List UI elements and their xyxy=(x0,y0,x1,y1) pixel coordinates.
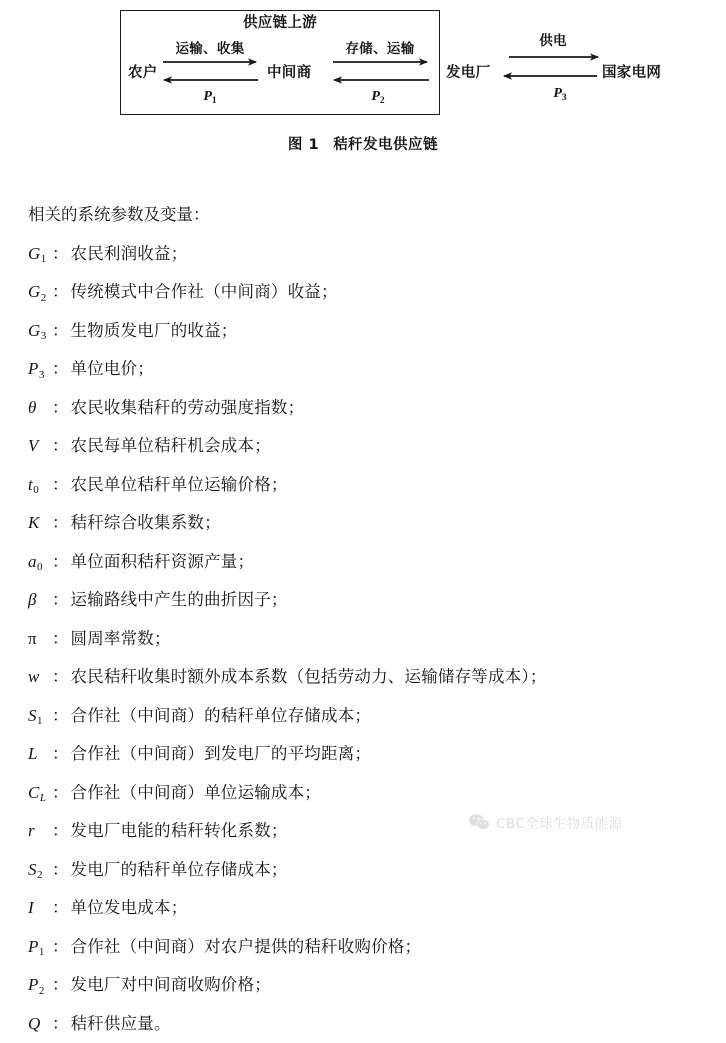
parameter-colon: ： xyxy=(52,504,69,543)
figure-caption-text: 秸秆发电供应链 xyxy=(333,137,438,153)
parameter-symbol: π xyxy=(28,620,52,659)
parameter-description: 合作社（中间商）的秸秆单位存储成本； xyxy=(71,697,372,736)
parameter-description: 农民秸秆收集时额外成本系数（包括劳动力、运输储存等成本）； xyxy=(71,658,547,697)
parameter-symbol: $P_3$ xyxy=(28,350,52,391)
parameter-row xyxy=(28,697,708,736)
parameter-colon: ： xyxy=(52,851,69,890)
parameter-row xyxy=(28,966,708,1005)
parameter-symbol-subscript: L xyxy=(40,792,46,804)
parameter-symbol-subscript: 3 xyxy=(39,369,45,381)
wechat-icon xyxy=(468,813,490,832)
parameter-symbol: θ xyxy=(28,389,52,428)
parameter-colon: ： xyxy=(52,427,69,466)
parameter-symbol: β xyxy=(28,581,52,620)
parameter-colon: ： xyxy=(52,658,69,697)
parameter-row xyxy=(28,427,708,466)
parameter-row xyxy=(28,504,708,543)
parameter-description: 合作社（中间商）到发电厂的平均距离； xyxy=(71,735,372,774)
price-subscript-p1: 1 xyxy=(212,96,217,106)
parameter-description: 单位电价； xyxy=(71,350,155,389)
parameter-description: 运输路线中产生的曲折因子； xyxy=(71,581,288,620)
parameter-colon: ： xyxy=(52,812,69,851)
parameter-symbol: I xyxy=(28,889,52,928)
parameter-symbol-subscript: 1 xyxy=(39,946,45,958)
parameter-row xyxy=(28,928,708,967)
parameter-symbol-subscript: 3 xyxy=(41,330,47,342)
parameter-description: 发电厂的秸秆单位存储成本； xyxy=(71,851,288,890)
parameter-symbol: $G_1$ xyxy=(28,235,52,276)
price-symbol-p3: P xyxy=(553,86,562,101)
price-symbol-p2: P xyxy=(371,89,380,104)
parameter-colon: ： xyxy=(52,774,69,813)
parameter-list xyxy=(28,196,708,1043)
figure-arrows xyxy=(0,0,726,125)
parameter-description: 圆周率常数； xyxy=(71,620,171,659)
figure-caption xyxy=(0,134,726,156)
node-broker: 中间商 xyxy=(267,64,311,82)
parameter-colon: ： xyxy=(52,735,69,774)
parameter-symbol-subscript: 0 xyxy=(37,561,43,573)
price-subscript-p2: 2 xyxy=(380,96,385,106)
parameter-symbol-subscript: 2 xyxy=(39,985,45,997)
parameter-description: 单位面积秸秆资源产量； xyxy=(71,543,255,582)
parameter-row xyxy=(28,774,708,813)
parameter-symbol-subscript: 2 xyxy=(37,869,43,881)
node-power-plant: 发电厂 xyxy=(446,64,490,82)
parameter-colon: ： xyxy=(52,389,69,428)
parameter-symbol: w xyxy=(28,658,52,697)
flow-label-storage-transport: 存储、运输 xyxy=(330,40,430,58)
parameter-symbol-subscript: 1 xyxy=(37,715,43,727)
parameter-symbol: $S_1$ xyxy=(28,697,52,738)
supply-chain-figure xyxy=(0,0,726,125)
parameter-row xyxy=(28,889,708,928)
parameter-description: 农民单位秸秆单位运输价格； xyxy=(71,466,288,505)
upstream-box-title: 供应链上游 xyxy=(120,13,440,33)
parameter-row xyxy=(28,235,708,274)
parameter-description: 秸秆综合收集系数； xyxy=(71,504,221,543)
parameter-row xyxy=(28,273,708,312)
parameter-symbol: Q xyxy=(28,1005,52,1043)
flow-label-transport-collect: 运输、收集 xyxy=(160,40,260,58)
parameter-row xyxy=(28,1005,708,1043)
parameter-description: 秸秆供应量。 xyxy=(71,1005,171,1043)
parameter-row xyxy=(28,312,708,351)
parameter-symbol: $C_L$ xyxy=(28,774,52,815)
parameter-colon: ： xyxy=(52,273,69,312)
parameter-symbol: $G_3$ xyxy=(28,312,52,353)
parameter-description: 农民利润收益； xyxy=(71,235,188,274)
parameter-row xyxy=(28,350,708,389)
parameter-symbol: r xyxy=(28,812,52,851)
parameter-row xyxy=(28,851,708,890)
parameter-row xyxy=(28,735,708,774)
parameter-symbol: L xyxy=(28,735,52,774)
parameter-colon: ： xyxy=(52,312,69,351)
parameter-description: 发电厂对中间商收购价格； xyxy=(71,966,271,1005)
parameter-description: 农民收集秸秆的劳动强度指数； xyxy=(71,389,305,428)
parameter-description: 传统模式中合作社（中间商）收益； xyxy=(71,273,338,312)
parameter-colon: ： xyxy=(52,889,69,928)
parameter-colon: ： xyxy=(52,620,69,659)
parameter-colon: ： xyxy=(52,581,69,620)
node-state-grid: 国家电网 xyxy=(602,64,661,82)
flow-label-power-supply: 供电 xyxy=(508,32,598,50)
parameter-list-heading: 相关的系统参数及变量： xyxy=(28,196,708,235)
parameter-symbol-subscript: 0 xyxy=(33,484,39,496)
parameter-symbol: V xyxy=(28,427,52,466)
parameter-row xyxy=(28,389,708,428)
parameter-colon: ： xyxy=(52,1005,69,1043)
parameter-colon: ： xyxy=(52,235,69,274)
parameter-colon: ： xyxy=(52,466,69,505)
parameter-description: 单位发电成本； xyxy=(71,889,188,928)
parameter-row xyxy=(28,658,708,697)
parameter-symbol: $t_0$ xyxy=(28,466,52,507)
parameter-colon: ： xyxy=(52,966,69,1005)
price-symbol-p1: P xyxy=(203,89,212,104)
parameter-rows xyxy=(28,235,708,1043)
parameter-description: 发电厂电能的秸秆转化系数； xyxy=(71,812,288,851)
parameter-symbol: K xyxy=(28,504,52,543)
watermark xyxy=(468,812,622,832)
parameter-colon: ： xyxy=(52,697,69,736)
parameter-row xyxy=(28,620,708,659)
parameter-description: 合作社（中间商）对农户提供的秸秆收购价格； xyxy=(71,928,422,967)
parameter-colon: ： xyxy=(52,350,69,389)
parameter-description: 农民每单位秸秆机会成本； xyxy=(71,427,271,466)
parameter-row xyxy=(28,466,708,505)
parameter-symbol: $P_2$ xyxy=(28,966,52,1007)
node-farmer: 农户 xyxy=(128,64,158,82)
parameter-symbol: $G_2$ xyxy=(28,273,52,314)
parameter-symbol: $P_1$ xyxy=(28,928,52,969)
parameter-symbol-subscript: 2 xyxy=(41,292,47,304)
parameter-colon: ： xyxy=(52,928,69,967)
watermark-text: CBC全球生物质能源 xyxy=(496,812,622,832)
parameter-symbol-subscript: 1 xyxy=(41,253,47,265)
parameter-row xyxy=(28,581,708,620)
parameter-row xyxy=(28,543,708,582)
figure-caption-number: 图 1 xyxy=(288,137,319,153)
parameter-description: 合作社（中间商）单位运输成本； xyxy=(71,774,322,813)
parameter-symbol: $S_2$ xyxy=(28,851,52,892)
parameter-colon: ： xyxy=(52,543,69,582)
parameter-symbol: $a_0$ xyxy=(28,543,52,584)
parameter-description: 生物质发电厂的收益； xyxy=(71,312,238,351)
price-subscript-p3: 3 xyxy=(562,93,567,103)
